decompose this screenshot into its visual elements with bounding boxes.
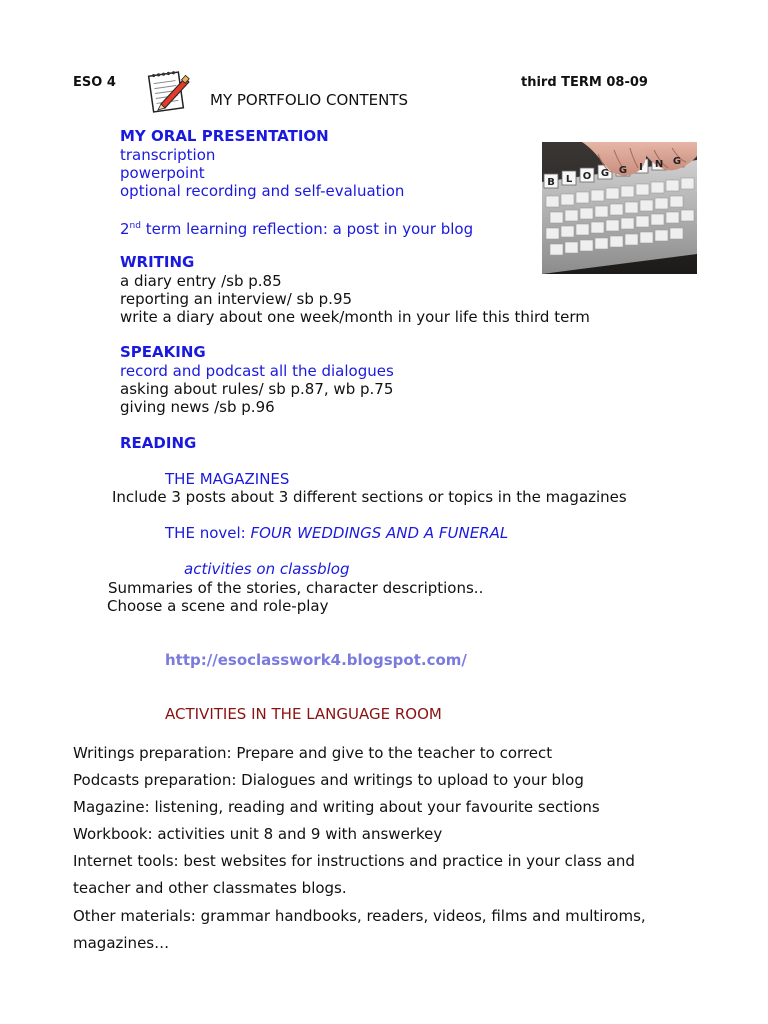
reflection-number: 2: [120, 220, 130, 238]
activities-heading: activities on classblog: [184, 560, 350, 578]
reading-item: Summaries of the stories, character descriptions..: [108, 579, 484, 597]
keycap-letter: L: [565, 174, 573, 185]
writing-heading: WRITING: [120, 253, 195, 271]
notepad-pencil-icon: [147, 68, 191, 114]
keycap-letter: G: [618, 165, 628, 176]
speaking-item: giving news /sb p.96: [120, 398, 275, 416]
reading-heading: READING: [120, 434, 197, 452]
blogging-keyboard-photo: [542, 142, 697, 274]
speaking-item: asking about rules/ sb p.87, wb p.75: [120, 380, 394, 398]
reflection-suffix: nd: [129, 221, 141, 231]
page-title: MY PORTFOLIO CONTENTS: [210, 91, 409, 109]
language-room-list: [73, 740, 673, 957]
term-label: third TERM 08-09: [521, 75, 648, 90]
oral-item: transcription: [120, 146, 216, 164]
writing-item: write a diary about one week/month in your life this third term: [120, 308, 590, 326]
language-room-line: teacher and other classmates blogs.: [73, 879, 347, 898]
novel-title: FOUR WEDDINGS AND A FUNERAL: [250, 524, 509, 542]
language-room-line: Writings preparation: Prepare and give to the teacher to correct: [73, 744, 553, 762]
reflection-text: term learning reflection: a post in your blog: [140, 220, 474, 238]
oral-item: powerpoint: [120, 164, 205, 182]
language-room-line: Other materials: grammar handbooks, readers, videos, films and multiroms,: [73, 906, 646, 925]
language-room-line: Internet tools: best websites for instructions and practice in your class and: [73, 852, 635, 871]
keycap-letter: G: [672, 156, 682, 167]
language-room-line: Podcasts preparation: Dialogues and writings to upload to your blog: [73, 771, 584, 790]
writing-item: a diary entry /sb p.85: [120, 272, 282, 290]
writing-item: reporting an interview/ sb p.95: [120, 290, 353, 308]
reading-item: Choose a scene and role-play: [107, 597, 329, 615]
reflection-line: [120, 217, 473, 238]
course-label: ESO 4: [73, 75, 116, 90]
keycap-letter: N: [654, 159, 664, 170]
magazines-text: Include 3 posts about 3 different sections or topics in the magazines: [112, 488, 627, 506]
language-room-line: Magazine: listening, reading and writing about your favourite sections: [73, 798, 600, 817]
language-room-line: Workbook: activities unit 8 and 9 with answerkey: [73, 825, 443, 844]
novel-label: THE novel:: [165, 524, 251, 542]
keycap-letter: I: [639, 162, 643, 173]
keycap-letter: O: [582, 171, 592, 182]
magazines-heading: THE MAGAZINES: [165, 470, 290, 488]
keycap-letter: B: [547, 177, 555, 188]
speaking-item-blue: record and podcast all the dialogues: [120, 362, 394, 380]
speaking-heading: SPEAKING: [120, 343, 206, 361]
oral-heading: MY ORAL PRESENTATION: [120, 127, 329, 145]
novel-line: [165, 524, 508, 542]
language-room-line: magazines…: [73, 933, 170, 952]
language-room-heading: ACTIVITIES IN THE LANGUAGE ROOM: [165, 705, 442, 723]
keycap-letter: G: [600, 168, 610, 179]
oral-item: optional recording and self-evaluation: [120, 182, 405, 200]
blog-link[interactable]: http://esoclasswork4.blogspot.com/: [165, 651, 467, 669]
